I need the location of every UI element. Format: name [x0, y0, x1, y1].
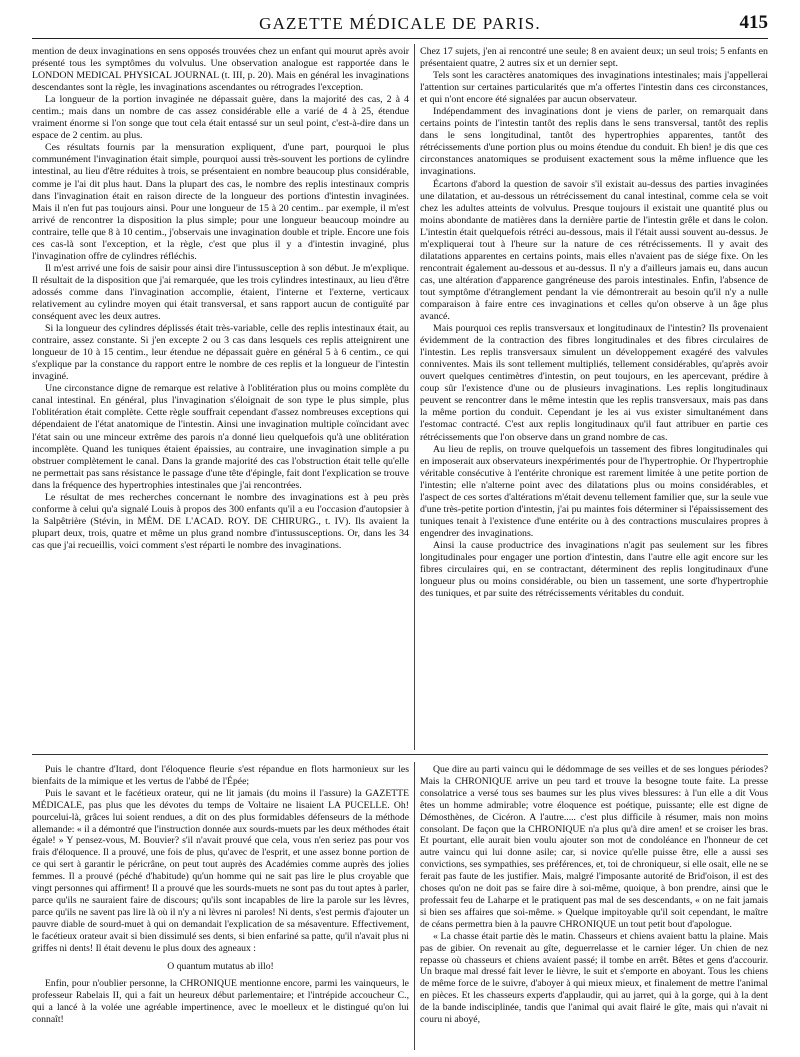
paragraph: Indépendamment des invaginations dont je viens de parler, on remarquait dans certains points de l'intestin tantôt des replis dans le sens transversal, tantôt des replis dans le sens longitudinal, tantôt des hypertrophies apparentes, tantôt des rétrécissements d'une portion plus ou moins étendue du conduit. Eh bien! je dis que ces circonstances anatomiques se produisent exactement sous la même influence que les invaginations.: [420, 106, 768, 178]
paragraph: Une circonstance digne de remarque est relative à l'oblitération plus ou moins complète du canal intestinal. En général, plus l'invagination s'éloignait de son type le plus simple, plus l'oblitération était complète. Cette règle souffrait cependant d'assez nombreuses exceptions qui dépendaient de l'état anatomique de l'intestin. Ainsi une invagination multiple coïncidant avec l'état sain ou une minceur extrême des parois n'a donné lieu quelquefois qu'à une oblitération incomplète. Quand les tuniques étaient épaissies, au contraire, une invagination simple a pu obstruer complètement le canal. Dans la grande majorité des cas l'obstruction était telle qu'elle ne permettait pas sans résistance le passage d'une tête d'épingle, fait dont l'explication se trouve dans la fréquence des hypertrophies intestinales que j'ai rencontrées.: [32, 383, 409, 491]
masthead-title: GAZETTE MÉDICALE DE PARIS.: [259, 14, 541, 33]
paragraph: Au lieu de replis, on trouve quelquefois un tassement des fibres longitudinales qui en imposerait aux observateurs inexpérimentés pour de l'hypertrophie. Or l'hypertrophie véritable consécutive à l'entérite chronique est rarement limitée à une petite portion de l'intestin; elle n'alterne point avec des dilatations plus ou moins considérables, et l'aspect de ces sortes d'altérations m'était devenu tellement familier que, sur la seule vue d'une très-petite portion d'intestin, j'ai pu maintes fois déterminer si l'épaississement des tuniques tenait à l'existence d'une entérite ou à des contractions musculaires propres à engendrer des invaginations.: [420, 443, 768, 539]
feuilleton-column-left: [32, 764, 409, 1049]
column-divider-bottom: [414, 762, 415, 1050]
latin-quote: O quantum mutatus ab illo!: [167, 960, 274, 972]
column-divider-top: [414, 44, 415, 750]
article-column-left: [32, 46, 409, 748]
feuilleton-column-right: [420, 764, 768, 1049]
paragraph: Que dire au parti vaincu qui le dédommage de ses veilles et de ses longues périodes? Mais la CHRONIQUE arrive un peu tard et trouve la besogne toute faite. La presse consolatrice a versé tous ses baumes sur les plus vives blessures: à l'un elle a dit Vous êtes un homme admirable; votre éloquence est poétique, puissante; elle est digne de Démosthènes, de Cicéron. A l'autre..... c'est plus difficile à résumer, mais non moins consolant. De façon que la CHRONIQUE n'a plus qu'à dire amen! et se croiser les bras. Et pourtant, elle aurait bien voulu ajouter son mot de condoléance en l'honneur de cet autre vaincu qui lui donne asile; car, si novice qu'elle puisse être, elle a aussi ses convictions, ses sympathies, ses préférences, et, toi de chroniqueur, si elle osait, elle ne se ferait pas faute de les justifier. Mais, malgré l'imposante autorité de Brid'oison, il est des choses qu'on ne doit pas se faire dire à soi-même, quoique, à bon prendre, ainsi que le professait feu de Laharpe et le pratiquent pas mal de ses descendants, « on ne fait jamais si bien ses affaires que soi-même. » Quelque impitoyable qu'il soit cependant, le maître de céans permettra bien à la pauvre CHRONIQUE un tout petit bout d'apologue.: [420, 764, 768, 930]
paragraph: Mais pourquoi ces replis transversaux et longitudinaux de l'intestin? Ils provenaient évidemment de la contraction des fibres longitudinales et des fibres circulaires de l'intestin. Les replis transversaux simulent un développement exagéré des valvules conniventes. Mais ils sont tellement multipliés, tellement considérables, qu'après avoir ouvert quelques centimètres d'intestin, on peut toujours, en les apercevant, prédire à coup sûr l'existence d'une ou de plusieurs invaginations. Les replis longitudinaux peuvent se rencontrer dans le même intestin que les replis transversaux, mais pas dans la même portion du conduit. Cependant je les ai vus exister simultanément dans l'estomac contracté. C'est aux replis longitudinaux qu'il faut attribuer en partie ces rétrécissements que l'on observe dans un grand nombre de cas.: [420, 323, 768, 443]
paragraph: Écartons d'abord la question de savoir s'il existait au-dessus des parties invaginées une dilatation, et au-dessous un rétrécissement du canal intestinal, comme cela se voit chez les adultes atteints de volvulus. Presque toujours il existait une quantité plus ou moins abondante de matières dans la dernière partie de l'intestin grêle et dans le colon. L'intestin était quelquefois rétréci au-dessous, mais il l'était aussi souvent au-dessus. Je m'expliquerai tout à l'heure sur la nature de ces rétrécissements. Il y avait des dilatations apparentes en certains points, mais elles n'avaient pas de siége fixe. On les rencontrait également au-dessous et au-dessus. Il n'y a d'ailleurs jamais eu, dans aucun cas, une altération d'apparence gangréneuse des parois intestinales. Enfin, l'absence de tout symptôme d'étranglement pendant la vie démontrerait au besoin qu'il n'y a nulle comparaison à faire entre ces invaginations et celles qu'on observe à un âge plus avancé.: [420, 178, 768, 323]
paragraph: Le résultat de mes recherches concernant le nombre des invaginations est à peu près conforme à celui qu'a signalé Louis à propos des 300 enfants qu'il a eu l'occasion d'autopsier à la Salpêtrière (Stévin, in MÉM. DE L'ACAD. ROY. DE CHIRURG., t. IV). Ils avaient la plupart deux, trois, quatre et même un plus grand nombre d'intussusceptions. Or, dans les 34 cas que j'ai recueillis, voici comment s'est réparti le nombre des invaginations.: [32, 491, 409, 551]
paragraph: Enfin, pour n'oublier personne, la CHRONIQUE mentionne encore, parmi les vainqueurs, le professeur Rabelais II, qui a fait un heureux début parlementaire; et l'intrépide accoucheur C., qui a lancé à la volée une agréable impertinence, avec le moelleux et le distingué qu'on lui connaît!: [32, 978, 409, 1026]
paragraph: Puis le savant et le facétieux orateur, qui ne lit jamais (du moins il l'assure) la GAZETTE MÉDICALE, pas plus que les dévotes du temps de Voltaire ne lisaient LA PUCELLE. Oh! pourcelui-là, grâces lui soient rendues, a dit on des plus formidables défenseurs de la méthode allemande: « il a démontré que l'instruction donnée aux sourds-muets par les deux méthodes était égale! » Y pensez-vous, M. Bouvier? s'il n'avait prouvé que cela, vous n'en seriez pas pour vos frais d'éloquence. Il a prouvé, une fois de plus, qu'avec de l'esprit, et une assez bonne portion de ce qui sert à garantir le péricrâne, on peut tout auprès des Académies comme auprès des jolies femmes. Il a prouvé (péché d'habitude) qu'un homme qui ne sait pas lire le plus croyable que vingt personnes qui affirment! Il a prouvé que les sourds-muets ne sont pas du tout aptes à parler, parce qu'ils ne sauraient faire de discours; qu'ils sont incapables de lire la parole sur les lèvres, parce qu'ils ne savent pas lire là où il n'y a ni lèvres ni paroles! Ni dents, s'est permis d'ajouter un pauvre diable de sourd-muet à qui on demandait l'explication de sa mésaventure. Effectivement, le facétieux orateur avait si bien dissimulé ses dents, si bien enfariné sa patte, qu'il n'avait plus ni griffes ni dents! Il était devenu le plus doux des agneaux :: [32, 787, 409, 954]
paragraph: « La chasse était partie dès le matin. Chasseurs et chiens avaient battu la plaine. Mais pas de gibier. On revenait au gîte, deguerrelasse et le carnier léger. Un chien de nez repasse où chasseurs et chiens avaient passé; il tombe en arrêt. Bêtes et gens d'accourir. Un braque mal dressé fait lever le lièvre, le suit et s'emporte en aboyant. Tous les chiens de même force de le suivre, d'aboyer à qui mieux mieux, et finalement de mettre l'animal en pièces. Et les chasseurs experts d'applaudir, qui au jarret, qui à la gorge, qui à la dent de la bande indisciplinée, tandis que l'animal qui avait flairé le gîte, mais qui n'avait ni couru ni aboyé,: [420, 930, 768, 1026]
paragraph: Si la longueur des cylindres déplissés était très-variable, celle des replis intestinaux était, au contraire, assez constante. Si j'en excepte 2 ou 3 cas dans lesquels ces replis atteignirent une longueur de 10 à 15 centim., leur étendue ne dépassait guère en général 5 à 6 centim., ce qui s'explique par la constance du rapport entre le nombre de ces replis et la longueur de l'intestin invaginé.: [32, 323, 409, 383]
paragraph: Ces résultats fournis par la mensuration expliquent, d'une part, pourquoi le plus communément l'invagination était simple, pourquoi aussi très-souvent les portions de cylindre intestinal, au lieu d'être réduites à trois, se présentaient en nombre beaucoup plus considérable, comme je l'ai dit plus haut. Dans la plupart des cas, le nombre des replis intestinaux compris dans l'invagination était en raison directe de la longueur des portions d'intestin invaginées. Mais il n'en fut pas toujours ainsi. Pour une longueur de 15 à 20 centim.. par exemple, il m'est arrivé de rencontrer la disposition la plus simple; pour une longueur beaucoup moindre au contraire, telle que 8 à 10 centim., j'observais une invagination double et triple. Encore une fois ces cas-là sont l'exception, et la règle, c'est que plus il y a d'intestin invaginé, plus l'invagination offre de cylindres réfléchis.: [32, 142, 409, 262]
article-column-right: [420, 46, 768, 748]
paragraph: Puis le chantre d'Itard, dont l'éloquence fleurie s'est répandue en flots harmonieux sur les bienfaits de la mimique et les vertus de l'abbé de l'Épée;: [32, 764, 409, 787]
feuilleton-separator: [32, 754, 768, 755]
paragraph: Chez 17 sujets, j'en ai rencontré une seule; 8 en avaient deux; un seul trois; 5 enfants en présentaient quatre, 2 autres six et un dernier sept.: [420, 46, 768, 70]
paragraph: Il m'est arrivé une fois de saisir pour ainsi dire l'intussusception à son début. Je m'explique. Il résultait de la disposition que j'ai remarquée, que les trois cylindres intestinaux, au lieu d'être adossés comme dans l'invagination accomplie, étaient, l'interne et l'externe, verticaux relativement au cylindre moyen qui était transversal, et sans rapport aucun de contiguïté par conséquent avec les deux autres.: [32, 262, 409, 323]
paragraph: Ainsi la cause productrice des invaginations n'agit pas seulement sur les fibres longitudinales pour engager une portion d'intestin, dans l'autre elle agit encore sur les fibres circulaires qui, en se contractant, déterminent des replis longitudinaux d'une longueur plus ou moins considérable, ou bien un tassement, une sorte d'hypertrophie des tuniques, et par suite des rétrécissements véritables du conduit.: [420, 539, 768, 600]
page-header: [32, 12, 768, 39]
paragraph: mention de deux invaginations en sens opposés trouvées chez un enfant qui mourut après avoir présenté tous les symptômes du volvulus. Une observation analogue est rapportée dans le LONDON MEDICAL PHYSICAL JOURNAL (t. III, p. 20). Mais en général les invaginations descendantes sont la règle, les invaginations ascendantes ou rétrogrades l'exception.: [32, 46, 409, 94]
page-number: 415: [739, 12, 768, 33]
paragraph: Tels sont les caractères anatomiques des invaginations intestinales; mais j'appellerai l'attention sur certaines particularités que m'a offertes l'intestin dans ces circonstances, et qui n'ont encore été signalées par aucun observateur.: [420, 70, 768, 106]
paragraph: La longueur de la portion invaginée ne dépassait guère, dans la majorité des cas, 2 à 4 centim.; mais dans un nombre de cas assez considérable elle a varié de 4 à 25, étendue vraiment énorme si l'on songe que tout cela était entassé sur un seul point, c'est-à-dire dans un espace de 2 centim. au plus.: [32, 94, 409, 142]
